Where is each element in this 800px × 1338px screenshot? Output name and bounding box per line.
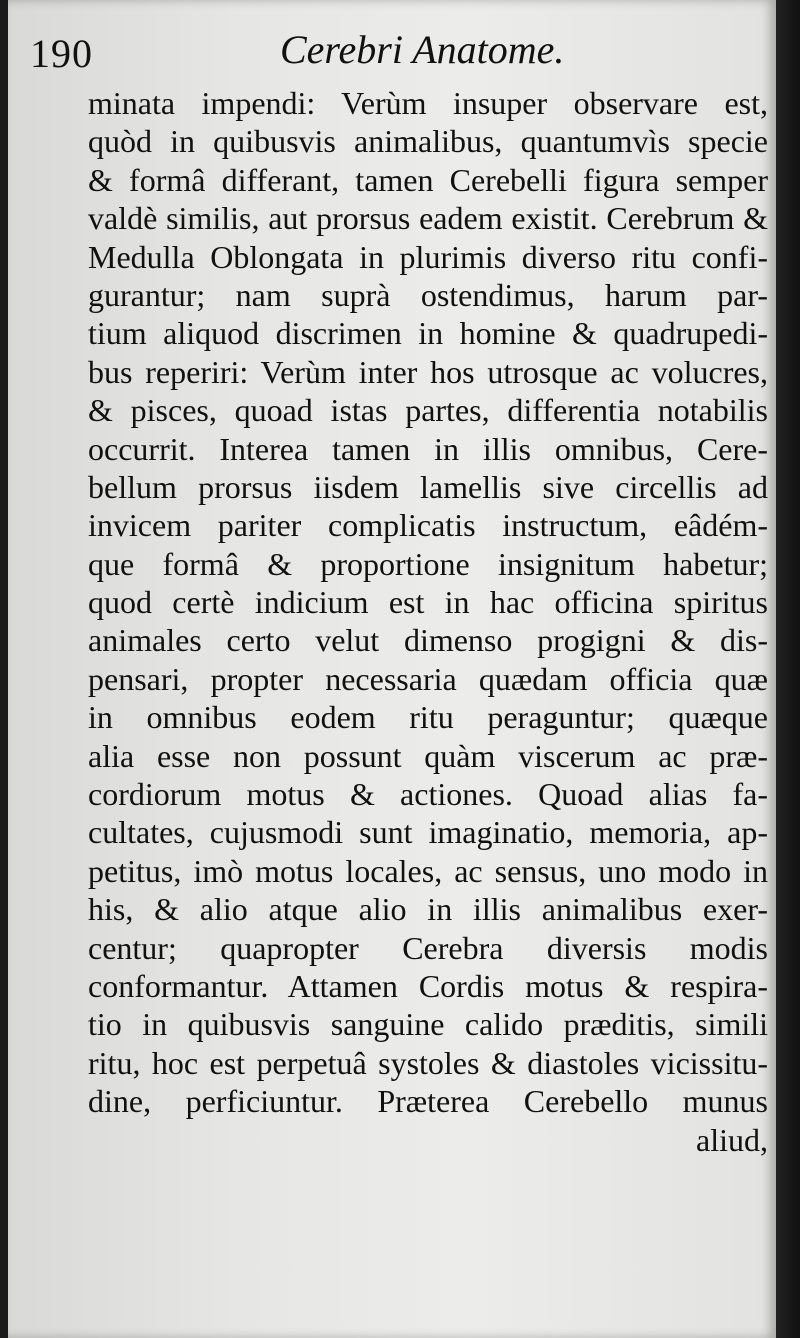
text-line: petitus, imò motus locales, ac sensus, uno modo in bbox=[88, 852, 768, 889]
text-line: pensari, propter necessaria quædam officia quæ bbox=[88, 660, 768, 697]
text-line: que formâ & proportione insignitum habetur; bbox=[88, 545, 768, 582]
text-line: alia esse non possunt quàm viscerum ac præ- bbox=[88, 737, 768, 774]
text-line: conformantur. Attamen Cordis motus & respira- bbox=[88, 967, 768, 1004]
running-title: Cerebri Anatome. bbox=[280, 27, 565, 72]
text-line: bellum prorsus iisdem lamellis sive circellis ad bbox=[88, 468, 768, 505]
text-line: invicem pariter complicatis instructum, eâdém- bbox=[88, 507, 768, 544]
text-line: his, & alio atque alio in illis animalibus exer- bbox=[88, 891, 768, 928]
page-header bbox=[30, 22, 770, 78]
text-line: & pisces, quoad istas partes, differentia notabilis bbox=[88, 392, 768, 429]
text-line: Medulla Oblongata in plurimis diverso ritu confi- bbox=[88, 238, 768, 275]
book-gutter-shadow bbox=[776, 0, 800, 1338]
text-line: occurrit. Interea tamen in illis omnibus, Cere- bbox=[88, 430, 768, 467]
text-line: tio in quibusvis sanguine calido præditis, simili bbox=[88, 1006, 768, 1043]
text-line: ritu, hoc est perpetuâ systoles & diastoles vicissitu- bbox=[88, 1044, 768, 1081]
book-page bbox=[8, 0, 776, 1338]
text-line: bus reperiri: Verùm inter hos utrosque ac volucres, bbox=[88, 353, 768, 390]
body-text bbox=[88, 84, 768, 1159]
catchword: aliud, bbox=[696, 1121, 768, 1158]
text-line: valdè similis, aut prorsus eadem existit. Cerebrum & bbox=[88, 200, 768, 237]
text-line: animales certo velut dimenso progigni & dis- bbox=[88, 622, 768, 659]
text-line: centur; quapropter Cerebra diversis modis bbox=[88, 929, 768, 966]
text-line: gurantur; nam suprà ostendimus, harum par- bbox=[88, 276, 768, 313]
text-line: tium aliquod discrimen in homine & quadrupedi- bbox=[88, 315, 768, 352]
text-line: & formâ differant, tamen Cerebelli figura semper bbox=[88, 161, 768, 198]
text-line: minata impendi: Verùm insuper observare est, bbox=[88, 85, 768, 121]
page-number: 190 bbox=[30, 31, 93, 76]
text-line: quod certè indicium est in hac officina spiritus bbox=[88, 584, 768, 621]
text-line: quòd in quibusvis animalibus, quantumvìs specie bbox=[88, 123, 768, 160]
text-line: cordiorum motus & actiones. Quoad alias fa- bbox=[88, 776, 768, 813]
text-line: in omnibus eodem ritu peraguntur; quæque bbox=[88, 699, 768, 736]
text-line: cultates, cujusmodi sunt imaginatio, memoria, ap- bbox=[88, 814, 768, 851]
text-line: dine, perficiuntur. Præterea Cerebello munus bbox=[88, 1083, 768, 1120]
